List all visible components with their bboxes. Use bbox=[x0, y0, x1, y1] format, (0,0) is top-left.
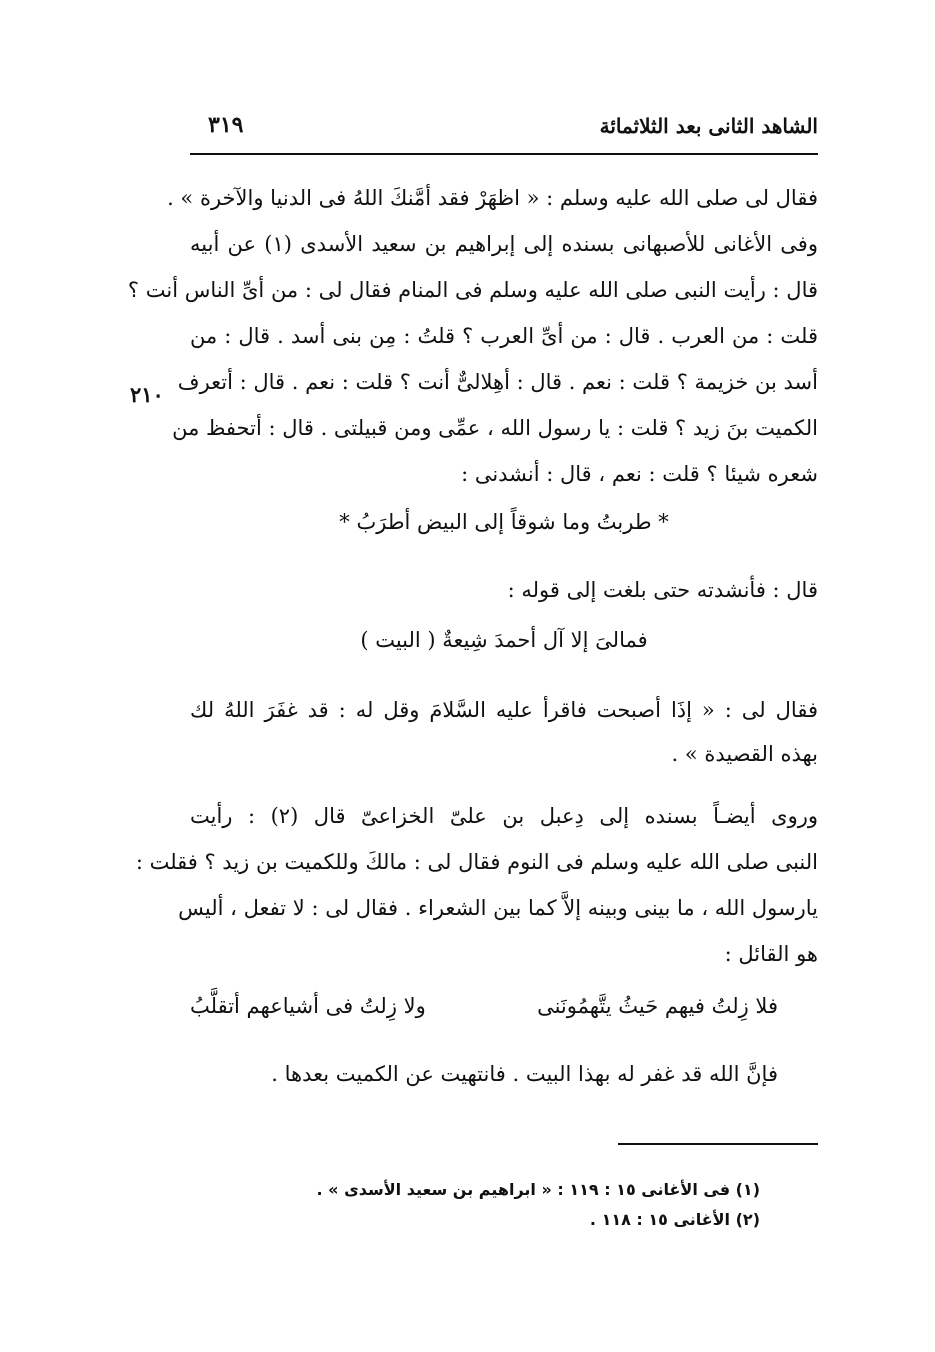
running-title: الشاهد الثانى بعد الثلاثمائة bbox=[599, 114, 818, 138]
footnotes bbox=[190, 1175, 760, 1235]
verse-line-2: فمالىَ إلا آل أحمدَ شِيعةٌ ( البيت ) bbox=[360, 628, 648, 652]
text-line-8: قال : فأنشدته حتى بلغت إلى قوله : bbox=[507, 578, 818, 602]
footnote-1: (١) فى الأغانى ١٥ : ١١٩ : « ابراهيم بن سعيد الأسدى » . bbox=[316, 1180, 760, 1199]
text-line-14: هو القائل : bbox=[724, 942, 818, 966]
footnote-rule bbox=[618, 1143, 818, 1145]
text-line-9: فقال لى : « إذَا أصبحت فاقرأ عليه السَّلامَ وقل له : قد غفَرَ اللهُ لك bbox=[190, 698, 818, 722]
verse-line-1: * طربتُ وما شوقاً إلى البيض أطرَبُ * bbox=[339, 510, 669, 534]
text-line-13: يارسول الله ، ما بينى وبينه إلاَّ كما بين الشعراء . فقال لى : لا تفعل ، أليس bbox=[178, 896, 818, 920]
text-line-12: النبى صلى الله عليه وسلم فى النوم فقال لى : مالكَ وللكميت بن زيد ؟ فقلت : bbox=[135, 850, 818, 874]
text-line-5: أسد بن خزيمة ؟ قلت : نعم . قال : أهِلالىٌّ أنت ؟ قلت : نعم . قال : أتعرف bbox=[177, 370, 818, 394]
verse-pair bbox=[190, 984, 818, 1028]
margin-number: ٢١٠ bbox=[130, 382, 164, 407]
text-line-7: شعره شيئا ؟ قلت : نعم ، قال : أنشدنى : bbox=[461, 462, 818, 486]
text-line-1: فقال لى صلى الله عليه وسلم : « اظهَرْ فقد أمَّنكَ اللهُ فى الدنيا والآخرة » . bbox=[167, 186, 818, 210]
verse-second-hemistich: ولا زِلتُ فى أشياعهم أتقلَّبُ bbox=[190, 994, 426, 1018]
text-line-11: وروى أيضـاً بسنده إلى دِعبل بن علىّ الخزاعىّ قال (٢) : رأيت bbox=[190, 804, 818, 828]
text-line-2: وفى الأغانى للأصبهانى بسنده إلى إبراهيم بن سعيد الأسدى (١) عن أبيه bbox=[190, 232, 818, 256]
header-rule bbox=[190, 153, 818, 155]
closing-line: فإنَّ الله قد غفر له بهذا البيت . فانتهيت عن الكميت بعدها . bbox=[271, 1062, 778, 1086]
text-line-4: قلت : من العرب . قال : من أىِّ العرب ؟ قلتُ : مِن بنى أسد . قال : من bbox=[190, 324, 818, 348]
text-line-6: الكميت بنَ زيد ؟ قلت : يا رسول الله ، عمِّى ومن قبيلتى . قال : أتحفظ من bbox=[172, 416, 818, 440]
text-line-10: بهذه القصيدة » . bbox=[671, 742, 818, 766]
verse-first-hemistich: فلا زِلتُ فيهم حَيثُ يتَّهمُونَنى bbox=[537, 994, 778, 1018]
page-number: ٣١٩ bbox=[208, 112, 244, 138]
text-line-3: قال : رأيت النبى صلى الله عليه وسلم فى المنام فقال لى : من أىِّ الناس أنت ؟ bbox=[127, 278, 818, 302]
footnote-2: (٢) الأغانى ١٥ : ١١٨ . bbox=[589, 1210, 760, 1229]
page-header bbox=[190, 108, 818, 152]
